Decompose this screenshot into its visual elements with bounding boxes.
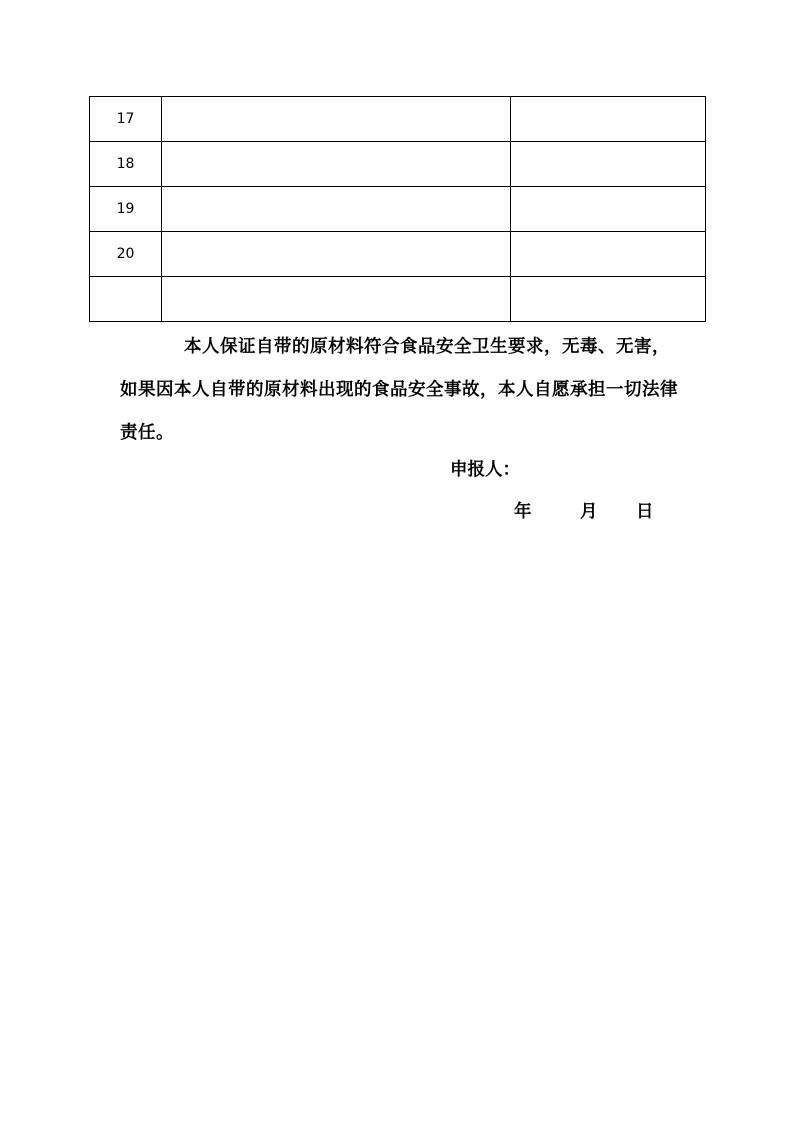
material-name-cell bbox=[162, 277, 511, 322]
material-name-cell bbox=[162, 97, 511, 142]
table-row bbox=[90, 277, 706, 322]
date-day-label: 日 bbox=[636, 502, 654, 522]
materials-table bbox=[89, 96, 706, 322]
note-cell bbox=[511, 142, 706, 187]
table-row bbox=[90, 187, 706, 232]
table-row bbox=[90, 232, 706, 277]
date-month-label: 月 bbox=[580, 502, 598, 522]
note-cell bbox=[511, 232, 706, 277]
row-number-cell: 20 bbox=[90, 232, 162, 277]
note-cell bbox=[511, 277, 706, 322]
row-number-cell: 18 bbox=[90, 142, 162, 187]
declarant-label: 申报人： bbox=[450, 460, 520, 480]
date-year-label: 年 bbox=[514, 502, 532, 522]
declaration-paragraph: 本人保证自带的原材料符合食品安全卫生要求，无毒、无害，如果因本人自带的原材料出现的食品安全事故，本人自愿承担一切法律责任。 bbox=[120, 337, 678, 443]
row-number-cell: 19 bbox=[90, 187, 162, 232]
row-number-cell: 17 bbox=[90, 97, 162, 142]
note-cell bbox=[511, 187, 706, 232]
row-number-cell bbox=[90, 277, 162, 322]
material-name-cell bbox=[162, 142, 511, 187]
note-cell bbox=[511, 97, 706, 142]
material-name-cell bbox=[162, 187, 511, 232]
table-row bbox=[90, 142, 706, 187]
material-name-cell bbox=[162, 232, 511, 277]
table-row bbox=[90, 97, 706, 142]
